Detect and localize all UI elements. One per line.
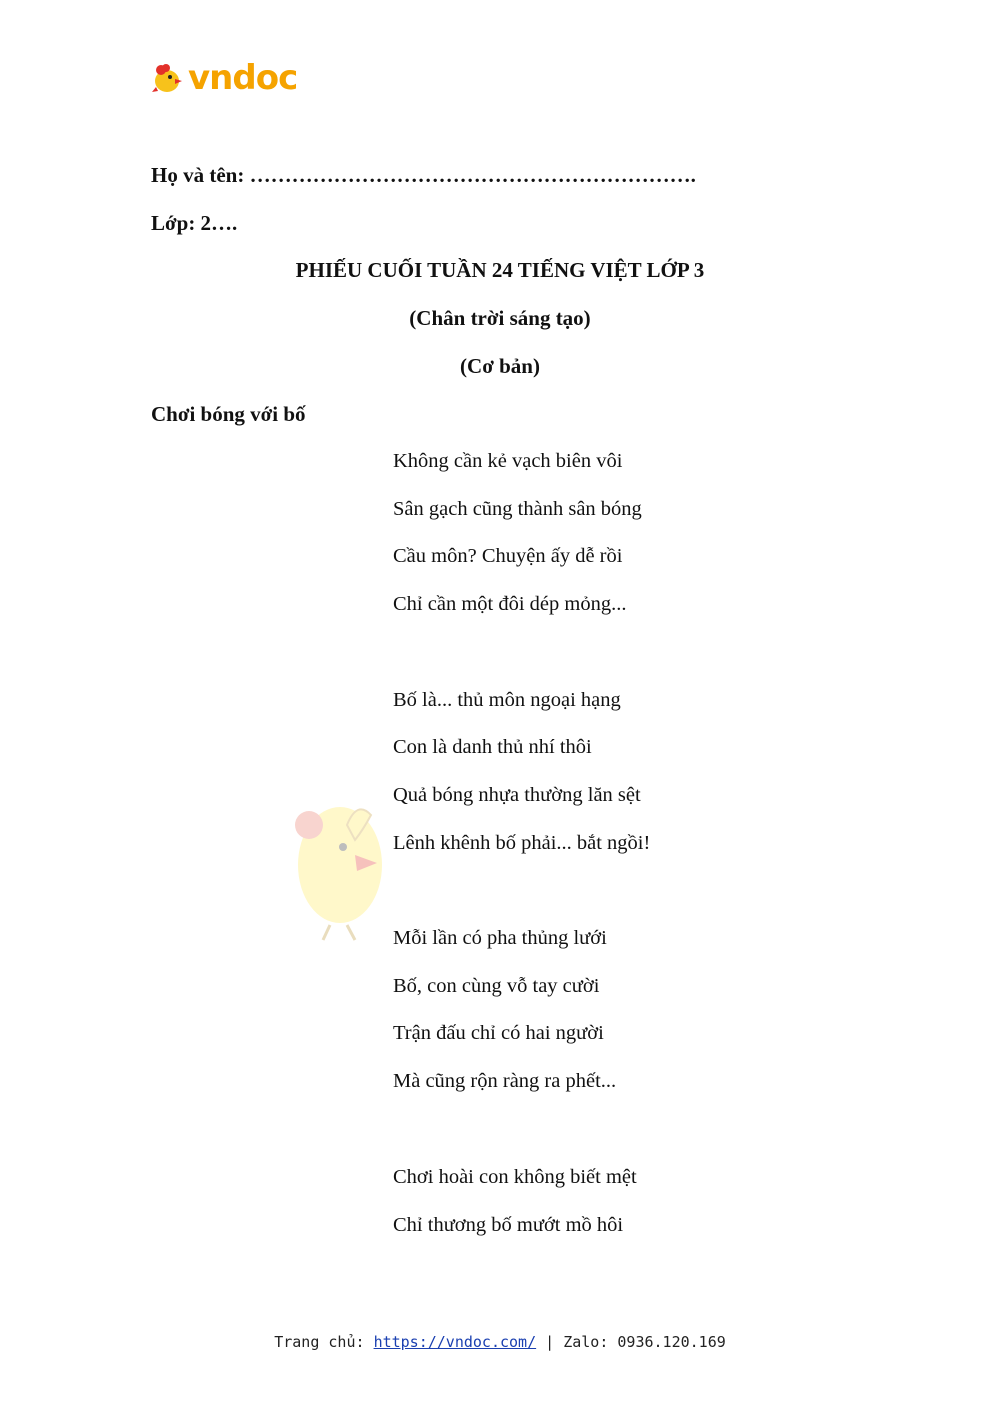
poem-line: Bố là... thủ môn ngoại hạng xyxy=(393,689,621,711)
student-name-field: Họ và tên: ………………………………………………………. xyxy=(151,163,696,187)
poem-line: Cầu môn? Chuyện ấy dễ rồi xyxy=(393,545,623,567)
poem-line: Chỉ thương bố mướt mồ hôi xyxy=(393,1214,624,1236)
poem-line: Chơi hoài con không biết mệt xyxy=(393,1166,637,1188)
poem-line: Bố, con cùng vỗ tay cười xyxy=(393,975,600,997)
student-class-field: Lớp: 2…. xyxy=(151,211,238,235)
chicken-watermark-icon xyxy=(285,785,395,945)
page-footer xyxy=(0,1333,1000,1351)
worksheet-level: (Cơ bản) xyxy=(460,354,540,378)
poem-line: Chỉ cần một đôi dép mỏng... xyxy=(393,593,627,615)
poem-line: Quả bóng nhựa thường lăn sệt xyxy=(393,784,641,806)
logo-wordmark: vndoc xyxy=(188,58,298,98)
poem-line: Trận đấu chỉ có hai người xyxy=(393,1022,604,1044)
footer-home-label: Trang chủ: xyxy=(274,1333,374,1351)
worksheet-title: PHIẾU CUỐI TUẦN 24 TIẾNG VIỆT LỚP 3 xyxy=(295,258,705,282)
footer-contact: | Zalo: 0936.120.169 xyxy=(536,1333,726,1351)
poem-title: Chơi bóng với bố xyxy=(151,402,306,426)
poem-line: Mỗi lần có pha thủng lưới xyxy=(393,927,607,949)
worksheet-series: (Chân trời sáng tạo) xyxy=(409,306,591,330)
poem-line: Sân gạch cũng thành sân bóng xyxy=(393,498,642,520)
poem-line: Con là danh thủ nhí thôi xyxy=(393,736,592,758)
poem-line: Mà cũng rộn ràng ra phết... xyxy=(393,1070,617,1092)
vndoc-logo[interactable] xyxy=(150,60,297,96)
homepage-link[interactable]: https://vndoc.com/ xyxy=(373,1333,537,1351)
poem-line: Lênh khênh bố phải... bắt ngồi! xyxy=(393,832,651,854)
poem-line: Không cần kẻ vạch biên vôi xyxy=(393,450,623,472)
chicken-mascot-icon xyxy=(150,61,184,95)
